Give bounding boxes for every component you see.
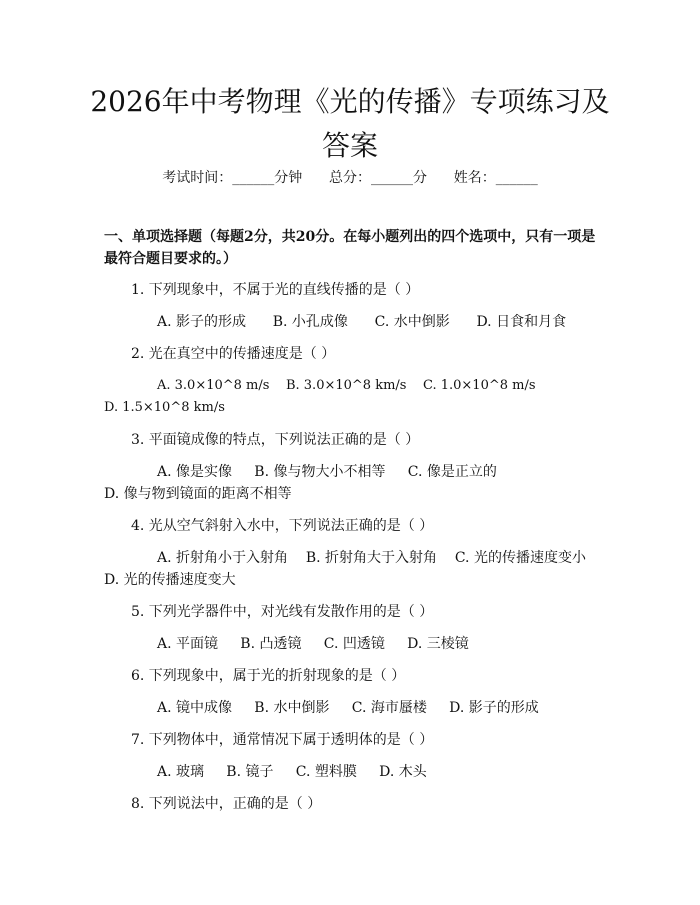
question-4-stem: 4. 光从空气斜射入水中，下列说法正确的是（ ） bbox=[131, 518, 434, 534]
student-name-label: 姓名： bbox=[453, 170, 496, 186]
question-5-option-c: C. 凹透镜 bbox=[323, 636, 385, 652]
exam-info-line bbox=[0, 168, 700, 188]
total-score-label: 总分： bbox=[329, 170, 371, 186]
question-7-stem: 7. 下列物体中，通常情况下属于透明体的是（ ） bbox=[131, 732, 434, 748]
question-1-stem: 1. 下列现象中，不属于光的直线传播的是（ ） bbox=[131, 282, 420, 298]
question-3-option-c: C. 像是正立的 bbox=[407, 464, 497, 480]
question-2-option-a: A. 3.0×10^8 m/s bbox=[157, 378, 270, 393]
question-4-option-b: B. 折射角大于入射角 bbox=[305, 550, 438, 566]
question-3-stem: 3. 平面镜成像的特点，下列说法正确的是（ ） bbox=[131, 432, 420, 448]
question-4-option-d: D. 光的传播速度变大 bbox=[104, 572, 236, 588]
question-3-option-d: D. 像与物到镜面的距离不相等 bbox=[104, 486, 292, 502]
question-6-option-c: C. 海市蜃楼 bbox=[351, 700, 427, 716]
question-6-option-a: A. 镜中成像 bbox=[157, 700, 233, 716]
question-6-option-b: B. 水中倒影 bbox=[254, 700, 330, 716]
total-score-blank: ______ bbox=[371, 170, 413, 186]
question-5-options bbox=[157, 633, 469, 655]
exam-time-unit: 分钟 bbox=[274, 170, 303, 186]
question-1-option-a: A. 影子的形成 bbox=[157, 314, 247, 330]
question-4-option-a: A. 折射角小于入射角 bbox=[157, 550, 289, 566]
question-2-option-d: D. 1.5×10^8 km/s bbox=[104, 400, 225, 415]
question-2-option-c: C. 1.0×10^8 m/s bbox=[422, 378, 536, 393]
question-1-options bbox=[157, 311, 566, 333]
question-6-stem: 6. 下列现象中，属于光的折射现象的是（ ） bbox=[131, 668, 406, 684]
question-2-stem: 2. 光在真空中的传播速度是（ ） bbox=[131, 346, 336, 362]
question-7-option-d: D. 木头 bbox=[379, 764, 427, 780]
question-2-options-line1 bbox=[157, 375, 536, 397]
question-8-stem: 8. 下列说法中，正确的是（ ） bbox=[131, 796, 322, 812]
question-5-option-a: A. 平面镜 bbox=[157, 636, 219, 652]
question-1-option-c: C. 水中倒影 bbox=[374, 314, 450, 330]
question-7-option-b: B. 镜子 bbox=[226, 764, 274, 780]
question-1-option-b: B. 小孔成像 bbox=[272, 314, 348, 330]
question-5-option-b: B. 凸透镜 bbox=[240, 636, 302, 652]
question-3-option-a: A. 像是实像 bbox=[157, 464, 233, 480]
question-6-option-d: D. 影子的形成 bbox=[449, 700, 539, 716]
question-5-stem: 5. 下列光学器件中，对光线有发散作用的是（ ） bbox=[131, 604, 434, 620]
question-6-options bbox=[157, 697, 539, 719]
question-3-options-line1 bbox=[157, 461, 497, 483]
question-5-option-d: D. 三棱镜 bbox=[407, 636, 469, 652]
question-4-option-c: C. 光的传播速度变小 bbox=[454, 550, 586, 566]
total-score-unit: 分 bbox=[413, 170, 427, 186]
exam-time-label: 考试时间： bbox=[162, 170, 233, 186]
student-name-blank: ______ bbox=[495, 170, 538, 186]
question-3-option-b: B. 像与物大小不相等 bbox=[254, 464, 386, 480]
question-4-options-line1 bbox=[157, 547, 586, 569]
question-7-options bbox=[157, 761, 427, 783]
section-heading: 一、单项选择题（每题2分，共20分。在每小题列出的四个选项中，只有一项是最符合题目要求的。） bbox=[104, 229, 596, 267]
question-7-option-c: C. 塑料膜 bbox=[295, 764, 357, 780]
question-7-option-a: A. 玻璃 bbox=[157, 764, 205, 780]
exam-time-blank: ______ bbox=[232, 170, 275, 186]
document-title: 2026年中考物理《光的传播》专项练习及答案 bbox=[90, 85, 610, 162]
question-2-option-b: B. 3.0×10^8 km/s bbox=[285, 378, 407, 393]
question-1-option-d: D. 日食和月食 bbox=[476, 314, 567, 330]
